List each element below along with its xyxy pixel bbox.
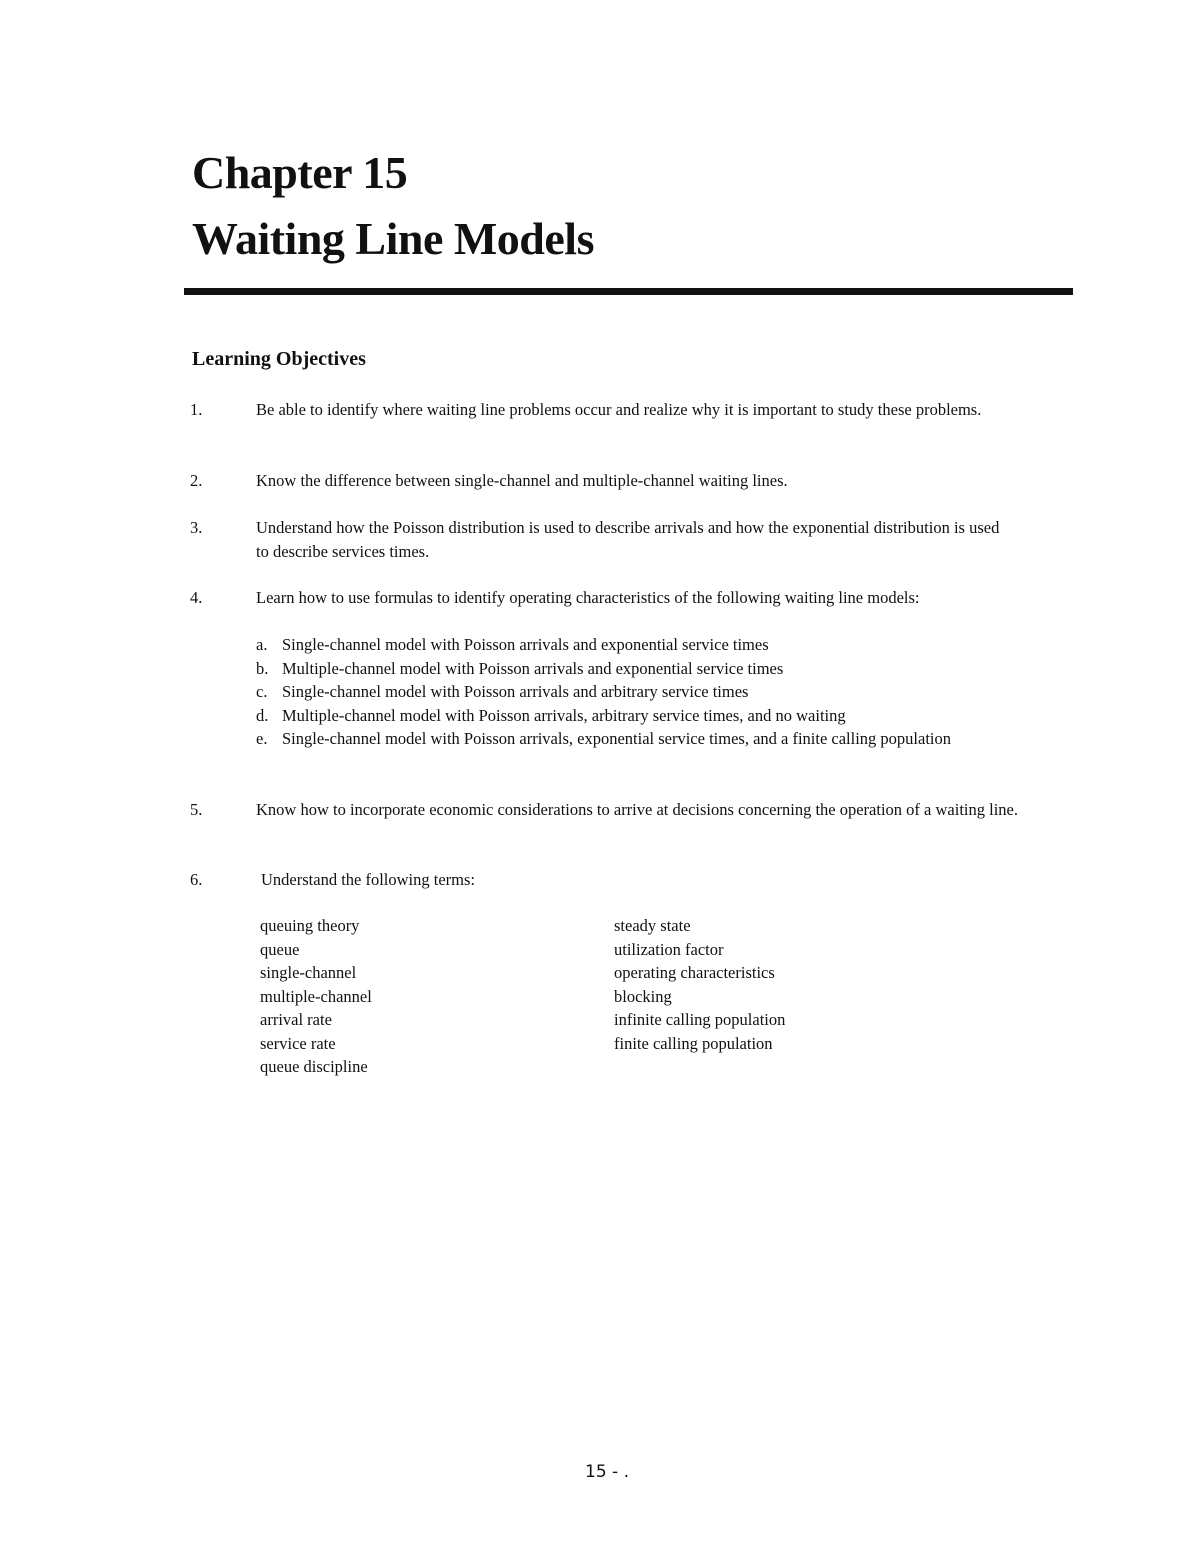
chapter-name: Waiting Line Models	[192, 213, 594, 264]
objective-text: Know how to incorporate economic considerations to arrive at decisions concerning the operation of a waiting line.	[256, 800, 1018, 819]
term: multiple-channel	[260, 986, 372, 1006]
objective-number: 5.	[190, 800, 203, 819]
sub-objective-letter: b.	[256, 659, 269, 678]
term: service rate	[260, 1033, 336, 1053]
page-number: 15 - .	[585, 1462, 629, 1482]
terms-column-right	[614, 914, 785, 1055]
sub-objective-letter: e.	[256, 729, 268, 748]
sub-objective-text: Single-channel model with Poisson arrivals and arbitrary service times	[282, 682, 749, 701]
term: arrival rate	[260, 1010, 332, 1029]
section-heading: Learning Objectives	[192, 348, 366, 370]
sub-objective-letter: c.	[256, 682, 268, 701]
sub-objective-text: Multiple-channel model with Poisson arrivals and exponential service times	[282, 659, 784, 678]
sub-objective-text: Multiple-channel model with Poisson arrivals, arbitrary service times, and no waiting	[282, 706, 846, 725]
sub-objective-letter: d.	[256, 706, 269, 725]
term: infinite calling population	[614, 1010, 786, 1029]
objective-number: 1.	[190, 400, 203, 419]
term: single-channel	[260, 963, 357, 982]
term: steady state	[614, 916, 691, 935]
term: blocking	[614, 986, 672, 1006]
term: queue discipline	[260, 1057, 368, 1076]
objective-text: Learn how to use formulas to identify operating characteristics of the following waiting line models:	[256, 588, 920, 607]
chapter-title	[192, 140, 594, 272]
term: operating characteristics	[614, 963, 775, 982]
objective-number: 6.	[190, 870, 203, 889]
objective-text: Understand how the Poisson distribution is used to describe arrivals and how the exponential distribution is used to describe services times.	[256, 518, 1000, 561]
objective-number: 3.	[190, 518, 203, 537]
term: queue	[260, 939, 300, 959]
terms-column-left	[260, 914, 372, 1079]
title-divider	[184, 288, 1073, 295]
chapter-number: Chapter 15	[192, 147, 408, 198]
term: finite calling population	[614, 1033, 773, 1053]
objective-number: 2.	[190, 471, 203, 490]
term: queuing theory	[260, 916, 360, 935]
term: utilization factor	[614, 939, 724, 959]
objective-number: 4.	[190, 588, 203, 607]
objective-text: Know the difference between single-channel and multiple-channel waiting lines.	[256, 471, 788, 490]
objective-text: Understand the following terms:	[261, 870, 476, 889]
sub-objective-text: Single-channel model with Poisson arrivals, exponential service times, and a finite calling population	[282, 729, 952, 748]
sub-objective-letter: a.	[256, 635, 268, 654]
sub-objective-text: Single-channel model with Poisson arrivals and exponential service times	[282, 635, 769, 654]
objective-text: Be able to identify where waiting line problems occur and realize why it is important to study these problems.	[256, 400, 982, 419]
